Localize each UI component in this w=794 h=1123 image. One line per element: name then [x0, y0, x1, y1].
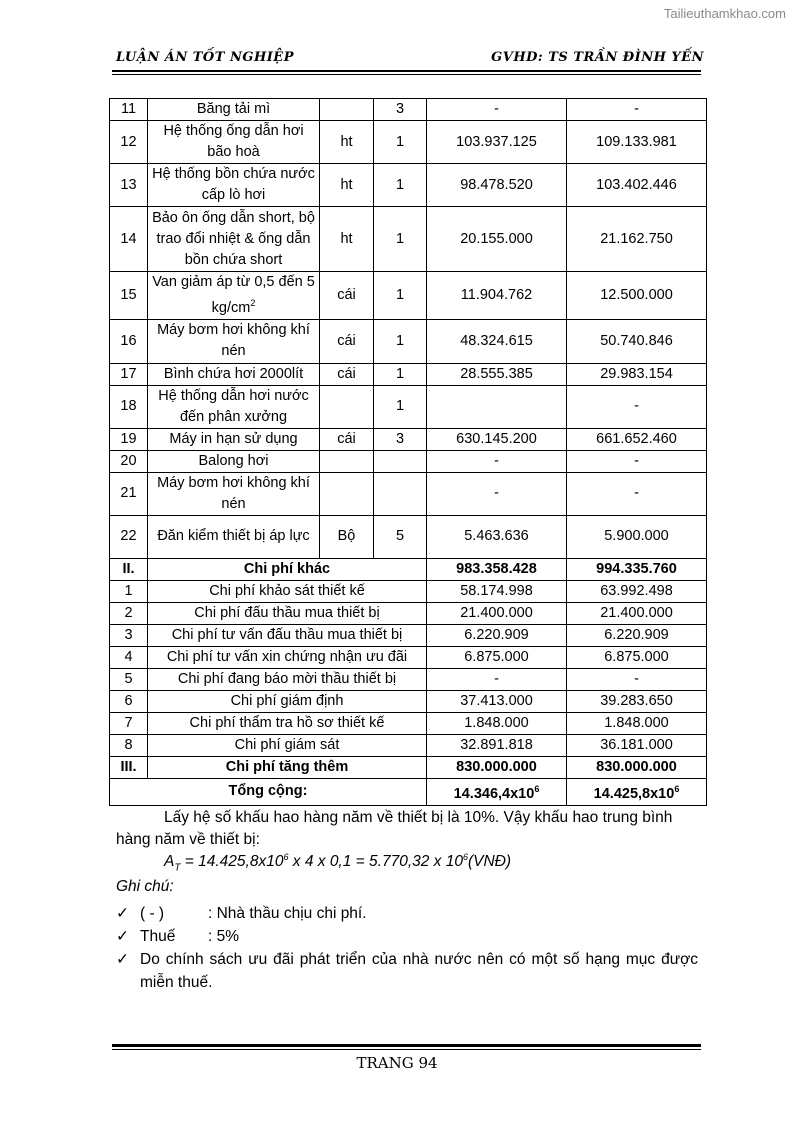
- row-number: 4: [110, 646, 148, 668]
- value-before-tax: 48.324.615: [427, 319, 567, 363]
- item-name: [148, 121, 320, 164]
- unit: Bộ: [320, 515, 374, 558]
- item-name-text: Máy bơm hơi không khí nén: [157, 474, 310, 512]
- quantity: 3: [374, 428, 427, 450]
- item-name: Chi phí đang báo mời thầu thiết bị: [148, 668, 427, 690]
- item-name-text: Bình chứa hơi 2000lít: [163, 365, 304, 382]
- value-before-tax: -: [427, 99, 567, 121]
- item-name: [148, 428, 320, 450]
- formula-exp2: 6: [462, 852, 468, 862]
- cost-table: [109, 98, 707, 806]
- item-name: [148, 450, 320, 472]
- value-after-tax: 21.400.000: [567, 602, 707, 624]
- item-name: [148, 272, 320, 320]
- unit: cái: [320, 319, 374, 363]
- row-number: 21: [110, 472, 148, 515]
- unit: [320, 385, 374, 428]
- quantity: 1: [374, 164, 427, 207]
- section-value-after-tax: 830.000.000: [567, 756, 707, 778]
- row-number: 13: [110, 164, 148, 207]
- row-number: 12: [110, 121, 148, 164]
- value-after-tax: 29.983.154: [567, 363, 707, 385]
- value-before-tax: -: [427, 472, 567, 515]
- section-name: Chi phí tăng thêm: [148, 756, 427, 778]
- item-name: Chi phí đấu thầu mua thiết bị: [148, 602, 427, 624]
- section-row: [110, 756, 707, 778]
- value-after-tax: 6.220.909: [567, 624, 707, 646]
- quantity: 1: [374, 272, 427, 320]
- item-name: Chi phí thẩm tra hồ sơ thiết kế: [148, 712, 427, 734]
- paragraph: Lấy hệ số khấu hao hàng năm về thiết bị là 10%. Vậy khấu hao trung bình hàng năm về thiết bị:: [116, 809, 673, 848]
- value-before-tax: [427, 385, 567, 428]
- row-number: 22: [110, 515, 148, 558]
- formula-exp: 6: [283, 852, 289, 862]
- table-row: [110, 690, 707, 712]
- total-label: Tổng cộng:: [110, 778, 427, 805]
- value-after-tax: 36.181.000: [567, 734, 707, 756]
- unit: cái: [320, 272, 374, 320]
- row-number: 6: [110, 690, 148, 712]
- note-item: [116, 925, 616, 948]
- row-number: 2: [110, 602, 148, 624]
- row-number: 18: [110, 385, 148, 428]
- quantity: 1: [374, 319, 427, 363]
- table-row: [110, 668, 707, 690]
- total-value: 14.425,8x10: [593, 785, 675, 802]
- value-before-tax: 21.400.000: [427, 602, 567, 624]
- row-number: 17: [110, 363, 148, 385]
- table-row: [110, 121, 707, 164]
- quantity: [374, 472, 427, 515]
- item-name-text: Băng tải mì: [196, 101, 271, 117]
- formula-p1: = 14.425,8x10: [180, 853, 284, 871]
- row-number: 15: [110, 272, 148, 320]
- value-before-tax: 32.891.818: [427, 734, 567, 756]
- header-rule-thin: [112, 74, 701, 75]
- table-row: [110, 428, 707, 450]
- table-row: [110, 515, 707, 558]
- item-name: [148, 319, 320, 363]
- value-before-tax: 37.413.000: [427, 690, 567, 712]
- table-row: [110, 319, 707, 363]
- value-before-tax: 6.220.909: [427, 624, 567, 646]
- note-text: Do chính sách ưu đãi phát triển của nhà nước nên có một số hạng mục được miễn thuế.: [140, 951, 698, 991]
- item-name-text: Van giảm áp từ 0,5 đến 5 kg/cm: [152, 274, 315, 316]
- table-row: [110, 207, 707, 272]
- unit: [320, 450, 374, 472]
- formula-lhs: A: [164, 853, 175, 871]
- note-key: ( - ): [140, 905, 165, 922]
- value-after-tax: 50.740.846: [567, 319, 707, 363]
- formula: [164, 852, 511, 873]
- formula-sub: T: [174, 862, 181, 874]
- formula-p3: (VNĐ): [467, 853, 512, 871]
- value-before-tax: 1.848.000: [427, 712, 567, 734]
- row-number: 8: [110, 734, 148, 756]
- item-name-text: Máy bơm hơi không khí nén: [157, 322, 310, 360]
- quantity: 3: [374, 99, 427, 121]
- item-name: [148, 207, 320, 272]
- item-name-text: Đăn kiểm thiết bị áp lực: [157, 528, 310, 545]
- table-row: [110, 450, 707, 472]
- total-row: [110, 778, 707, 805]
- item-name-text: Balong hơi: [198, 452, 269, 469]
- value-before-tax: 6.875.000: [427, 646, 567, 668]
- value-before-tax: 98.478.520: [427, 164, 567, 207]
- row-number: 20: [110, 450, 148, 472]
- table-row: [110, 712, 707, 734]
- value-before-tax: -: [427, 668, 567, 690]
- value-after-tax: -: [567, 472, 707, 515]
- item-name-sup: 2: [250, 298, 256, 308]
- table-row: [110, 99, 707, 121]
- table-row: [110, 472, 707, 515]
- row-number: 11: [110, 99, 148, 121]
- table-row: [110, 646, 707, 668]
- quantity: 5: [374, 515, 427, 558]
- notes-title: Ghi chú:: [116, 878, 174, 895]
- value-after-tax: 6.875.000: [567, 646, 707, 668]
- value-before-tax: 103.937.125: [427, 121, 567, 164]
- value-after-tax: 5.900.000: [567, 515, 707, 558]
- value-after-tax: 1.848.000: [567, 712, 707, 734]
- row-number: 16: [110, 319, 148, 363]
- section-value-before-tax: 983.358.428: [427, 558, 567, 580]
- footer-rule: [112, 1044, 701, 1047]
- note-item: [116, 948, 698, 994]
- quantity: 1: [374, 363, 427, 385]
- item-name-text: Hệ thống bồn chứa nước cấp lò hơi: [152, 166, 315, 203]
- value-after-tax: 103.402.446: [567, 164, 707, 207]
- value-before-tax: 20.155.000: [427, 207, 567, 272]
- item-name-text: Hệ thống dẫn hơi nước đến phân xưởng: [158, 387, 309, 425]
- table-row: [110, 624, 707, 646]
- note-item: [116, 902, 616, 925]
- value-before-tax: 630.145.200: [427, 428, 567, 450]
- formula-p2: x 4 x 0,1 = 5.770,32 x 10: [288, 853, 463, 871]
- section-row: [110, 558, 707, 580]
- total-v1: [427, 778, 567, 805]
- check-icon: ✓: [116, 951, 129, 968]
- total-value: 14.346,4x10: [453, 785, 535, 802]
- item-name: Chi phí tư vấn đấu thầu mua thiết bị: [148, 624, 427, 646]
- section-number: III.: [110, 756, 148, 778]
- unit: cái: [320, 428, 374, 450]
- item-name: [148, 385, 320, 428]
- row-number: 19: [110, 428, 148, 450]
- section-name: Chi phí khác: [148, 558, 427, 580]
- row-number: 7: [110, 712, 148, 734]
- row-number: 3: [110, 624, 148, 646]
- value-before-tax: 28.555.385: [427, 363, 567, 385]
- footer-rule-thin: [112, 1049, 701, 1050]
- row-number: 1: [110, 580, 148, 602]
- section-value-after-tax: 994.335.760: [567, 558, 707, 580]
- total-exponent: 6: [534, 783, 540, 794]
- value-after-tax: 109.133.981: [567, 121, 707, 164]
- item-name: [148, 164, 320, 207]
- unit: ht: [320, 121, 374, 164]
- note-value: : 5%: [208, 928, 240, 945]
- table-row: [110, 734, 707, 756]
- table-row: [110, 363, 707, 385]
- quantity: 1: [374, 207, 427, 272]
- header-right: GVHD: TS TRẦN ĐÌNH YẾN: [491, 50, 704, 65]
- value-before-tax: 58.174.998: [427, 580, 567, 602]
- page-number: 94: [418, 1054, 438, 1072]
- unit: ht: [320, 207, 374, 272]
- total-exponent: 6: [674, 783, 680, 794]
- page-footer: [0, 1054, 794, 1072]
- unit: ht: [320, 164, 374, 207]
- table-row: [110, 580, 707, 602]
- header-rule: [112, 70, 701, 72]
- table-row: [110, 164, 707, 207]
- section-number: II.: [110, 558, 148, 580]
- watermark: Tailieuthamkhao.com: [663, 6, 786, 21]
- quantity: [374, 450, 427, 472]
- item-name: [148, 515, 320, 558]
- unit: [320, 99, 374, 121]
- total-v2: [567, 778, 707, 805]
- item-name: Chi phí giám định: [148, 690, 427, 712]
- value-before-tax: 5.463.636: [427, 515, 567, 558]
- footer-label: TRANG: [356, 1054, 414, 1072]
- section-value-before-tax: 830.000.000: [427, 756, 567, 778]
- note-key: Thuế: [140, 928, 176, 945]
- value-after-tax: 63.992.498: [567, 580, 707, 602]
- item-name: [148, 472, 320, 515]
- item-name-text: Hệ thống ống dẫn hơi bão hoà: [163, 123, 304, 160]
- value-after-tax: -: [567, 385, 707, 428]
- value-after-tax: 661.652.460: [567, 428, 707, 450]
- table-row: [110, 385, 707, 428]
- table-row: [110, 602, 707, 624]
- row-number: 5: [110, 668, 148, 690]
- check-icon: ✓: [116, 905, 129, 922]
- value-before-tax: -: [427, 450, 567, 472]
- value-after-tax: -: [567, 99, 707, 121]
- table-row: [110, 272, 707, 320]
- unit: cái: [320, 363, 374, 385]
- quantity: 1: [374, 385, 427, 428]
- item-name: Chi phí giám sát: [148, 734, 427, 756]
- item-name-text: Bảo ôn ống dẫn short, bộ trao đổi nhiệt & ống dẫn bồn chứa short: [152, 209, 315, 268]
- header-left: LUẬN ÁN TỐT NGHIỆP: [116, 50, 294, 65]
- value-after-tax: 39.283.650: [567, 690, 707, 712]
- item-name: Chi phí tư vấn xin chứng nhận ưu đãi: [148, 646, 427, 668]
- item-name: [148, 99, 320, 121]
- value-after-tax: 12.500.000: [567, 272, 707, 320]
- value-after-tax: -: [567, 450, 707, 472]
- quantity: 1: [374, 121, 427, 164]
- row-number: 14: [110, 207, 148, 272]
- item-name: Chi phí khảo sát thiết kế: [148, 580, 427, 602]
- value-after-tax: -: [567, 668, 707, 690]
- item-name-text: Máy in hạn sử dụng: [169, 430, 298, 447]
- value-before-tax: 11.904.762: [427, 272, 567, 320]
- unit: [320, 472, 374, 515]
- check-icon: ✓: [116, 928, 129, 945]
- note-value: : Nhà thầu chịu chi phí.: [208, 905, 367, 922]
- value-after-tax: 21.162.750: [567, 207, 707, 272]
- item-name: [148, 363, 320, 385]
